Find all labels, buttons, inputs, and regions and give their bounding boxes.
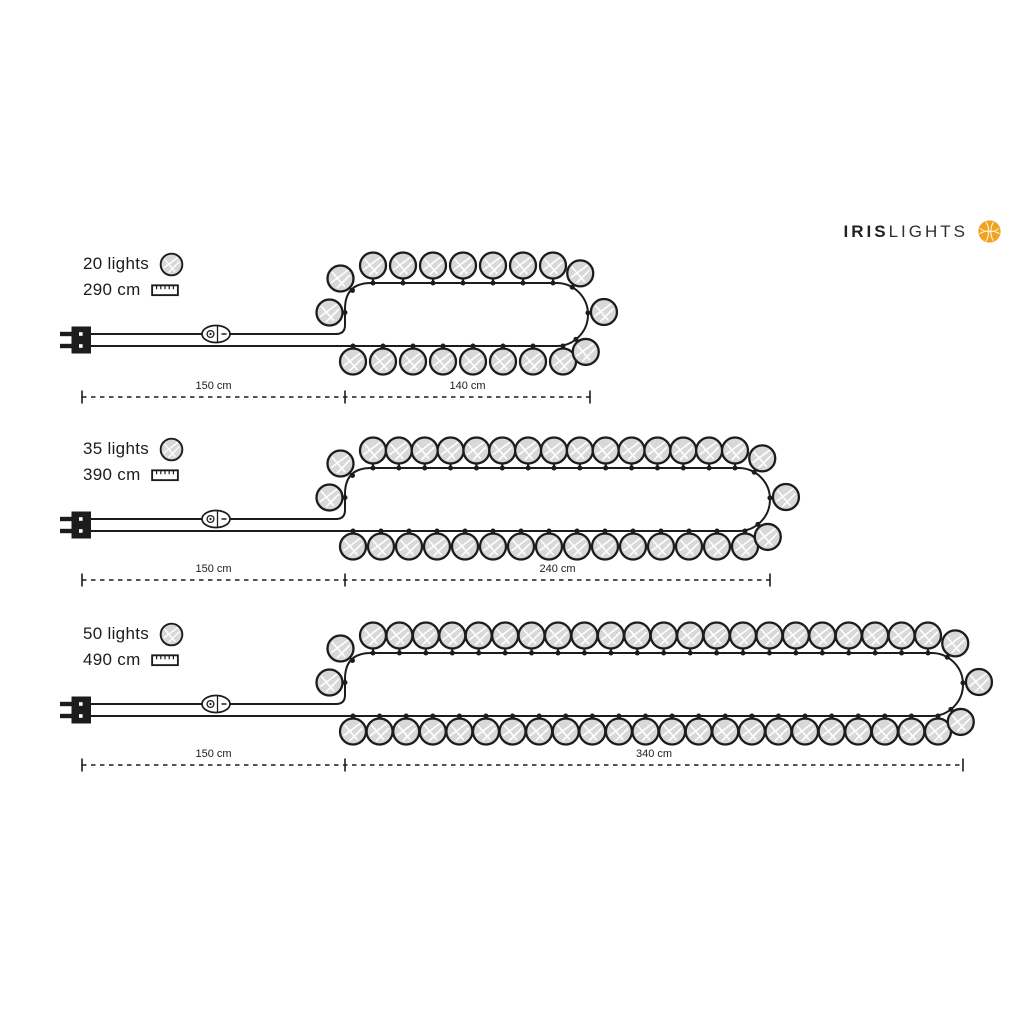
light-bulb <box>466 623 492 649</box>
light-bulb <box>966 669 992 695</box>
light-bulb <box>915 623 941 649</box>
lights-count-label: 35 lights <box>83 439 150 458</box>
ruler-icon <box>151 653 179 667</box>
lights-spec <box>83 438 184 460</box>
lead-length-label: 150 cm <box>195 748 232 760</box>
light-bulb <box>898 719 924 745</box>
light-bulb <box>765 719 791 745</box>
light-bulb <box>438 438 464 464</box>
light-bulb <box>340 719 366 745</box>
light-bulb <box>756 623 782 649</box>
light-bulb <box>567 438 593 464</box>
light-bulb <box>862 623 888 649</box>
light-bulb <box>420 253 446 279</box>
light-bulb <box>340 534 366 560</box>
length-spec <box>83 279 184 301</box>
light-bulb <box>573 339 599 365</box>
light-bulb <box>598 623 624 649</box>
dimension-line <box>82 380 590 404</box>
light-bulb <box>872 719 898 745</box>
light-bulb <box>942 630 968 656</box>
light-bulb <box>545 623 571 649</box>
plug-icon <box>60 512 91 539</box>
light-bulb <box>492 623 518 649</box>
length-label: 490 cm <box>83 650 141 669</box>
light-bulb <box>317 485 343 511</box>
light-string-row-3 <box>60 623 992 772</box>
spec-block-50-lights <box>83 623 184 671</box>
light-bulb <box>564 534 590 560</box>
light-bulb <box>536 534 562 560</box>
lights-spec <box>83 623 184 645</box>
light-bulb <box>328 266 354 292</box>
light-bulb <box>430 349 456 375</box>
light-bulb <box>889 623 915 649</box>
brand-name <box>844 222 968 242</box>
ruler-icon <box>151 468 179 482</box>
light-bulb <box>317 300 343 326</box>
length-label: 390 cm <box>83 465 141 484</box>
light-bulb <box>368 534 394 560</box>
light-bulb <box>553 719 579 745</box>
light-bulb <box>677 623 703 649</box>
light-bulb <box>540 253 566 279</box>
light-bulb <box>571 623 597 649</box>
ruler-icon <box>151 283 179 297</box>
light-bulb <box>606 719 632 745</box>
light-bulb <box>948 709 974 735</box>
spec-block-20-lights <box>83 253 184 301</box>
light-bulb <box>624 623 650 649</box>
lead-length-label: 150 cm <box>195 563 232 575</box>
dimension-line <box>82 748 963 772</box>
light-bulb <box>317 670 343 696</box>
light-bulb <box>836 623 862 649</box>
light-bulb <box>592 534 618 560</box>
lights-count-label: 50 lights <box>83 624 150 643</box>
wire <box>91 468 770 531</box>
lights-spec <box>83 253 184 275</box>
dimension-line <box>82 563 770 587</box>
light-bulb <box>644 438 670 464</box>
light-bulb <box>579 719 605 745</box>
inline-switch <box>202 696 230 713</box>
light-bulb <box>648 534 674 560</box>
light-bulb <box>480 534 506 560</box>
light-bulb <box>360 623 386 649</box>
loop-length-label: 240 cm <box>539 563 576 575</box>
light-bulb <box>809 623 835 649</box>
cotton-ball-icon <box>159 437 184 462</box>
light-bulb <box>526 719 552 745</box>
light-bulb <box>386 623 412 649</box>
light-bulb <box>704 623 730 649</box>
light-bulb <box>670 438 696 464</box>
light-bulb <box>463 438 489 464</box>
length-spec <box>83 464 184 486</box>
light-bulb <box>541 438 567 464</box>
light-bulb <box>792 719 818 745</box>
loop-length-label: 140 cm <box>449 380 486 392</box>
light-bulb <box>412 438 438 464</box>
loop-length-label: 340 cm <box>635 748 673 760</box>
light-bulb <box>328 451 354 477</box>
light-bulb <box>340 349 366 375</box>
light-bulb <box>686 719 712 745</box>
light-bulb <box>452 534 478 560</box>
light-bulb <box>328 636 354 662</box>
light-bulb <box>386 438 412 464</box>
light-bulb <box>400 349 426 375</box>
spec-block-35-lights <box>83 438 184 486</box>
cotton-ball-icon <box>159 622 184 647</box>
cotton-ball-icon <box>159 252 184 277</box>
light-bulb <box>620 534 646 560</box>
light-bulb <box>749 445 775 471</box>
light-bulb <box>722 438 748 464</box>
light-bulb <box>490 349 516 375</box>
length-spec <box>83 649 184 671</box>
inline-switch <box>202 511 230 528</box>
lead-length-label: 150 cm <box>195 380 232 392</box>
inline-switch <box>202 326 230 343</box>
light-bulb <box>393 719 419 745</box>
light-bulb <box>755 524 781 550</box>
light-bulb <box>489 438 515 464</box>
light-bulb <box>567 260 593 286</box>
light-bulb <box>696 438 722 464</box>
light-bulb <box>473 719 499 745</box>
light-bulb <box>510 253 536 279</box>
light-bulb <box>819 719 845 745</box>
brand-logo <box>844 219 1002 244</box>
light-bulb <box>420 719 446 745</box>
brand-name-lights: LIGHTS <box>888 221 968 241</box>
light-bulb <box>619 438 645 464</box>
light-bulb <box>783 623 809 649</box>
light-bulb <box>480 253 506 279</box>
light-bulb <box>424 534 450 560</box>
light-bulb <box>704 534 730 560</box>
light-bulb <box>413 623 439 649</box>
light-bulb <box>396 534 422 560</box>
light-bulb <box>659 719 685 745</box>
light-bulb <box>845 719 871 745</box>
light-bulb <box>450 253 476 279</box>
light-bulb <box>591 299 617 325</box>
light-bulb <box>360 253 386 279</box>
light-bulb <box>370 349 396 375</box>
lights-count-label: 20 lights <box>83 254 150 273</box>
length-label: 290 cm <box>83 280 141 299</box>
light-bulb <box>730 623 756 649</box>
light-bulb <box>676 534 702 560</box>
light-bulb <box>712 719 738 745</box>
light-bulb <box>390 253 416 279</box>
light-bulb <box>500 719 526 745</box>
light-bulb <box>651 623 677 649</box>
light-bulb <box>515 438 541 464</box>
yarn-ball-icon <box>977 219 1002 244</box>
light-bulb <box>593 438 619 464</box>
brand-name-iris: IRIS <box>843 221 889 241</box>
light-bulb <box>460 349 486 375</box>
light-bulb <box>773 484 799 510</box>
light-bulb <box>446 719 472 745</box>
light-bulb <box>439 623 465 649</box>
plug-icon <box>60 697 91 724</box>
light-bulb <box>633 719 659 745</box>
light-bulb <box>360 438 386 464</box>
light-bulb <box>520 349 546 375</box>
light-bulb <box>739 719 765 745</box>
plug-icon <box>60 327 91 354</box>
light-bulb <box>508 534 534 560</box>
light-bulb <box>367 719 393 745</box>
light-bulb <box>519 623 545 649</box>
